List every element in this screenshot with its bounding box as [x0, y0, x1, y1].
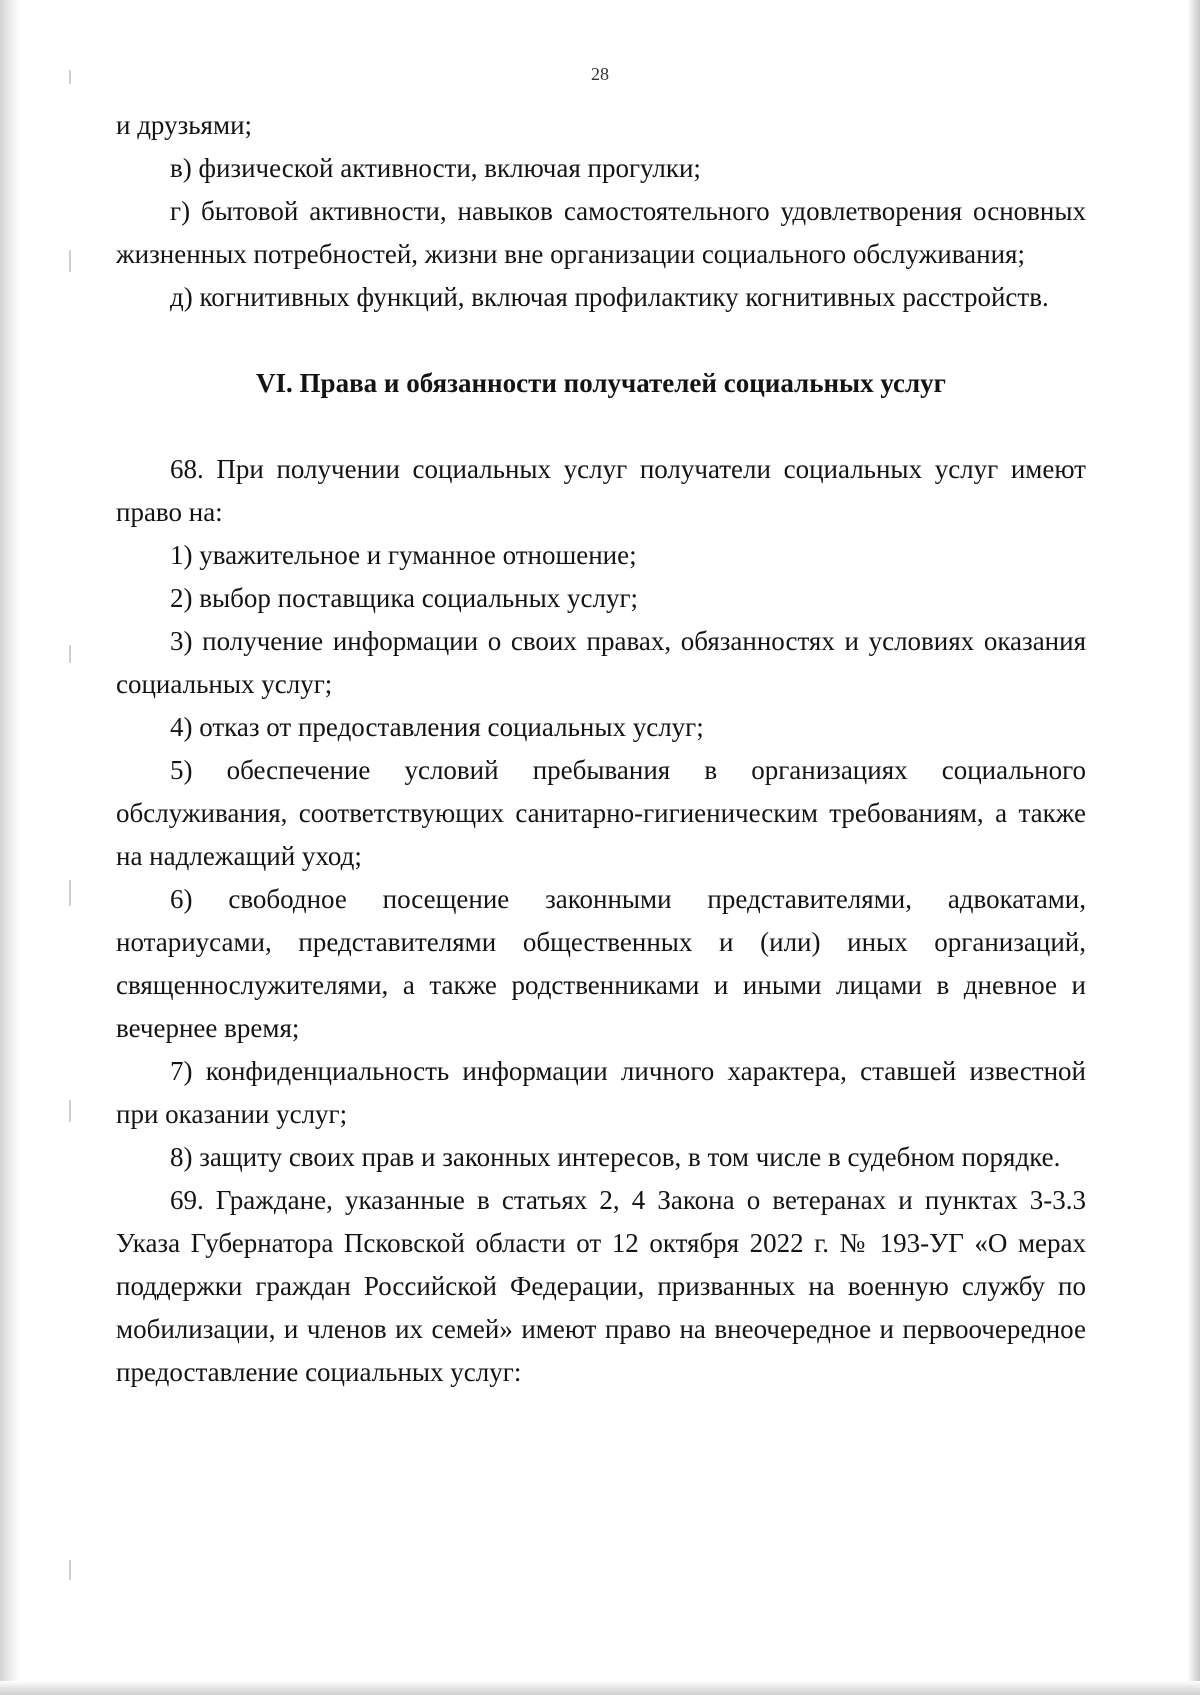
paragraph: г) бытовой активности, навыков самостоятельного удовлетворения основных жизненных потребностей, жизни вне организации социального обслуживания; — [116, 196, 1086, 269]
scan-artifact-mark — [69, 1100, 71, 1122]
paragraph: д) когнитивных функций, включая профилактику когнитивных расстройств. — [170, 282, 1049, 312]
paragraphs-before-heading — [116, 104, 1086, 319]
page-number: 28 — [591, 64, 609, 84]
paragraph: 69. Граждане, указанные в статьях 2, 4 Закона о ветеранах и пунктах 3-3.3 Указа Губернатора Псковской области от 12 октября 2022 г. № 193-УГ «О мерах поддержки граждан Российской Федерации, призванных на военную службу по мобилизации, и членов их семей» имеют право на внеочередное и первоочередное предоставление социальных услуг: — [116, 1185, 1086, 1387]
paragraph: 68. При получении социальных услуг получатели социальных услуг имеют право на: — [116, 454, 1086, 527]
scan-artifact-mark — [69, 250, 71, 272]
scan-artifact-mark — [69, 880, 71, 906]
scan-bottom-edge — [0, 1681, 1200, 1695]
paragraph: 1) уважительное и гуманное отношение; — [170, 540, 637, 570]
section-heading: VI. Права и обязанности получателей социальных услуг — [256, 368, 946, 398]
paragraph: 8) защиту своих прав и законных интересов, в том числе в судебном порядке. — [170, 1142, 1061, 1172]
paragraphs-after-heading — [116, 448, 1086, 1394]
scan-artifact-mark — [69, 645, 71, 663]
scan-right-edge — [1188, 0, 1200, 1695]
paragraph: 2) выбор поставщика социальных услуг; — [170, 583, 639, 613]
paragraph: 4) отказ от предоставления социальных услуг; — [170, 712, 704, 742]
paragraph: 7) конфиденциальность информации личного характера, ставшей известной при оказании услуг; — [116, 1056, 1086, 1129]
paragraph: 3) получение информации о своих правах, обязанностях и условиях оказания социальных услуг; — [116, 626, 1086, 699]
scan-left-edge — [0, 0, 20, 1695]
document-body — [116, 104, 1086, 1394]
paragraph: 6) свободное посещение законными представителями, адвокатами, нотариусами, представителями общественных и (или) иных организаций, священнослужителями, а также родственниками и иными лицами в дневное и вечернее время; — [116, 884, 1086, 1043]
paragraph: 5) обеспечение условий пребывания в организациях социального обслуживания, соответствующих санитарно-гигиеническим требованиям, а также на надлежащий уход; — [116, 755, 1086, 871]
paragraph: и друзьями; — [116, 110, 253, 140]
paragraph: в) физической активности, включая прогулки; — [170, 153, 701, 183]
scan-artifact-mark — [69, 1560, 71, 1580]
